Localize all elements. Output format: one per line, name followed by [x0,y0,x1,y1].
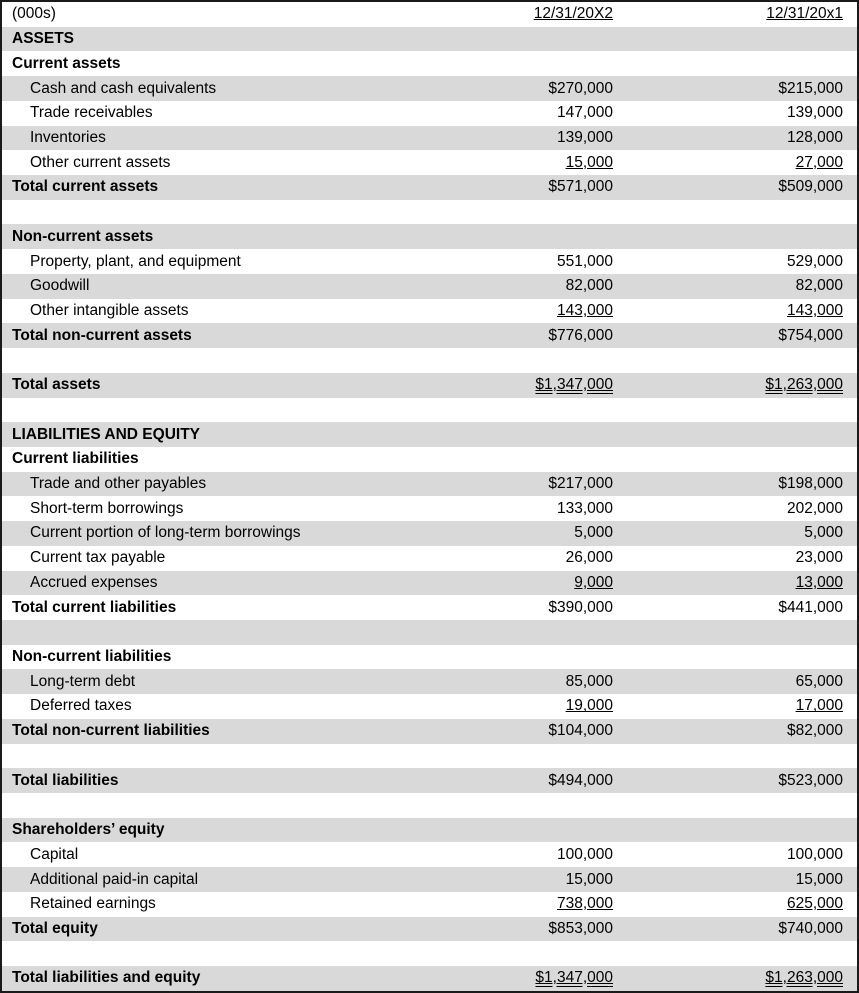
value-cell-20x1 [613,524,857,542]
section-row [2,422,857,447]
value-cell-20x1 [613,277,857,295]
value-20x1: $509,000 [778,178,843,196]
value-20x1: $523,000 [778,771,843,789]
row-label: Current tax payable [30,549,166,567]
section-row [2,27,857,52]
value-20x1: $82,000 [786,722,843,740]
value-cell-20x1 [613,772,857,790]
row-label: Deferred taxes [30,697,132,715]
value-cell-20x2 [463,5,613,23]
value-cell-20x2 [463,80,613,98]
item-row [2,101,857,126]
value-20x1: $1,263,000 [765,376,843,394]
section-row [2,224,857,249]
value-20x2: $776,000 [548,326,613,344]
value-20x2: $494,000 [548,771,613,789]
total-row [2,768,857,793]
value-cell-20x1 [613,500,857,518]
value-20x1: 17,000 [795,697,843,715]
value-20x2: 133,000 [556,499,613,517]
item-row [2,694,857,719]
value-20x2: $270,000 [548,79,613,97]
blank-row [2,941,857,966]
label-cell [2,697,463,715]
label-cell [2,722,463,740]
row-label: Accrued expenses [30,573,158,591]
item-row [2,472,857,497]
section-row [2,818,857,843]
value-20x2: $571,000 [548,178,613,196]
label-cell [2,648,463,666]
value-cell-20x1 [613,5,857,23]
value-cell-20x2 [463,154,613,172]
value-20x2: 147,000 [556,104,613,122]
label-cell [2,253,463,271]
total-row [2,323,857,348]
value-20x1: 529,000 [786,252,843,270]
value-cell-20x1 [613,895,857,913]
label-cell [2,30,463,48]
label-cell [2,178,463,196]
unit-note: (000s) [12,5,56,23]
label-cell [2,574,463,592]
value-cell-20x1 [613,846,857,864]
label-cell [2,104,463,122]
total-row [2,175,857,200]
value-cell-20x2 [463,549,613,567]
value-20x2: 551,000 [556,252,613,270]
value-20x1: 23,000 [795,549,843,567]
value-cell-20x1 [613,178,857,196]
item-row [2,521,857,546]
value-cell-20x2 [463,129,613,147]
row-label: Total non-current assets [12,326,192,344]
label-cell [2,228,463,246]
label-cell [2,895,463,913]
section-row [2,645,857,670]
value-20x1: 100,000 [786,845,843,863]
header-row [2,2,857,27]
row-label: LIABILITIES AND EQUITY [12,425,201,443]
value-cell-20x1 [613,697,857,715]
blank-row [2,348,857,373]
label-cell [2,772,463,790]
total-row [2,373,857,398]
value-20x1: $1,263,000 [765,969,843,987]
blank-row [2,620,857,645]
item-row [2,274,857,299]
label-cell [2,277,463,295]
value-20x1: 27,000 [795,153,843,171]
value-cell-20x2 [463,697,613,715]
row-label: Total liabilities [12,771,119,789]
row-label: Total current liabilities [12,598,177,616]
value-20x2: 143,000 [556,301,613,319]
column-header-20x1: 12/31/20x1 [766,5,843,23]
row-label: Non-current liabilities [12,648,172,666]
value-20x2: $1,347,000 [535,376,613,394]
value-cell-20x2 [463,104,613,122]
value-20x2: $853,000 [548,919,613,937]
value-cell-20x1 [613,475,857,493]
blank-row [2,200,857,225]
value-20x2: 15,000 [565,870,613,888]
value-20x2: 139,000 [556,128,613,146]
row-label: Other current assets [30,153,171,171]
value-cell-20x1 [613,920,857,938]
row-label: Total equity [12,919,98,937]
value-cell-20x2 [463,871,613,889]
value-20x2: 738,000 [556,895,613,913]
row-label: Total current assets [12,178,159,196]
label-cell [2,302,463,320]
value-20x1: 13,000 [795,573,843,591]
value-cell-20x2 [463,673,613,691]
row-label: Total liabilities and equity [12,969,201,987]
value-cell-20x1 [613,376,857,394]
value-20x1: 202,000 [786,499,843,517]
label-cell [2,524,463,542]
value-20x1: 15,000 [795,870,843,888]
total-row [2,966,857,991]
blank-row [2,793,857,818]
label-cell [2,871,463,889]
value-cell-20x1 [613,80,857,98]
row-label: Trade and other payables [30,475,207,493]
blank-row [2,398,857,423]
row-label: Non-current assets [12,227,154,245]
value-20x2: 19,000 [565,697,613,715]
total-row [2,719,857,744]
value-cell-20x1 [613,549,857,567]
label-cell [2,821,463,839]
label-cell [2,426,463,444]
label-cell [2,80,463,98]
value-20x1: $754,000 [778,326,843,344]
value-cell-20x1 [613,599,857,617]
item-row [2,249,857,274]
label-cell [2,327,463,345]
label-cell [2,55,463,73]
label-cell [2,450,463,468]
value-cell-20x2 [463,895,613,913]
label-cell [2,673,463,691]
section-row [2,447,857,472]
value-cell-20x1 [613,104,857,122]
row-label: Current liabilities [12,450,139,468]
row-label: Short-term borrowings [30,499,184,517]
value-20x1: 5,000 [804,524,843,542]
value-cell-20x1 [613,129,857,147]
value-20x2: 100,000 [556,845,613,863]
value-20x2: 82,000 [565,277,613,295]
value-cell-20x1 [613,154,857,172]
label-cell [2,129,463,147]
value-20x1: 128,000 [786,128,843,146]
value-20x2: 9,000 [574,573,613,591]
label-cell [2,846,463,864]
value-20x1: $198,000 [778,475,843,493]
label-cell [2,376,463,394]
row-label: Property, plant, and equipment [30,252,241,270]
value-cell-20x2 [463,376,613,394]
value-cell-20x1 [613,673,857,691]
value-cell-20x2 [463,846,613,864]
label-cell [2,154,463,172]
value-cell-20x1 [613,871,857,889]
row-label: Total non-current liabilities [12,722,210,740]
item-row [2,571,857,596]
row-label: Capital [30,845,79,863]
value-20x2: 26,000 [565,549,613,567]
value-cell-20x2 [463,253,613,271]
value-cell-20x1 [613,302,857,320]
value-cell-20x1 [613,969,857,987]
value-cell-20x2 [463,920,613,938]
value-20x1: 625,000 [786,895,843,913]
value-cell-20x2 [463,599,613,617]
value-cell-20x1 [613,327,857,345]
item-row [2,546,857,571]
item-row [2,76,857,101]
blank-row [2,744,857,769]
value-cell-20x2 [463,302,613,320]
value-20x2: 85,000 [565,672,613,690]
value-cell-20x2 [463,722,613,740]
value-cell-20x2 [463,475,613,493]
row-label: Shareholders’ equity [12,821,165,839]
total-row [2,595,857,620]
value-20x2: $1,347,000 [535,969,613,987]
item-row [2,842,857,867]
value-20x2: $104,000 [548,722,613,740]
row-label: Trade receivables [30,104,153,122]
value-20x2: 5,000 [574,524,613,542]
value-20x1: 65,000 [795,672,843,690]
value-20x1: 82,000 [795,277,843,295]
row-label: Other intangible assets [30,301,189,319]
item-row [2,299,857,324]
row-label: Current assets [12,54,121,72]
value-20x1: $215,000 [778,79,843,97]
row-label: Long-term debt [30,672,136,690]
label-cell [2,5,463,23]
value-20x2: 15,000 [565,153,613,171]
value-20x1: $740,000 [778,919,843,937]
row-label: Cash and cash equivalents [30,79,217,97]
value-cell-20x2 [463,277,613,295]
value-20x2: $390,000 [548,598,613,616]
value-cell-20x2 [463,969,613,987]
label-cell [2,920,463,938]
item-row [2,150,857,175]
value-20x1: 139,000 [786,104,843,122]
value-cell-20x2 [463,574,613,592]
item-row [2,669,857,694]
row-label: Current portion of long-term borrowings [30,524,301,542]
item-row [2,867,857,892]
label-cell [2,549,463,567]
label-cell [2,599,463,617]
row-label: Total assets [12,376,101,394]
total-row [2,917,857,942]
value-cell-20x2 [463,327,613,345]
value-cell-20x2 [463,524,613,542]
value-20x2: $217,000 [548,475,613,493]
row-label: Additional paid-in capital [30,870,199,888]
item-row [2,892,857,917]
value-cell-20x1 [613,722,857,740]
value-cell-20x2 [463,178,613,196]
label-cell [2,475,463,493]
value-20x1: $441,000 [778,598,843,616]
row-label: ASSETS [12,30,75,48]
label-cell [2,969,463,987]
row-label: Goodwill [30,277,90,295]
value-cell-20x2 [463,772,613,790]
value-cell-20x1 [613,574,857,592]
row-label: Inventories [30,128,106,146]
value-cell-20x2 [463,500,613,518]
section-row [2,51,857,76]
item-row [2,126,857,151]
column-header-20x2: 12/31/20X2 [533,5,613,23]
value-cell-20x1 [613,253,857,271]
row-label: Retained earnings [30,895,156,913]
item-row [2,496,857,521]
label-cell [2,500,463,518]
value-20x1: 143,000 [786,301,843,319]
